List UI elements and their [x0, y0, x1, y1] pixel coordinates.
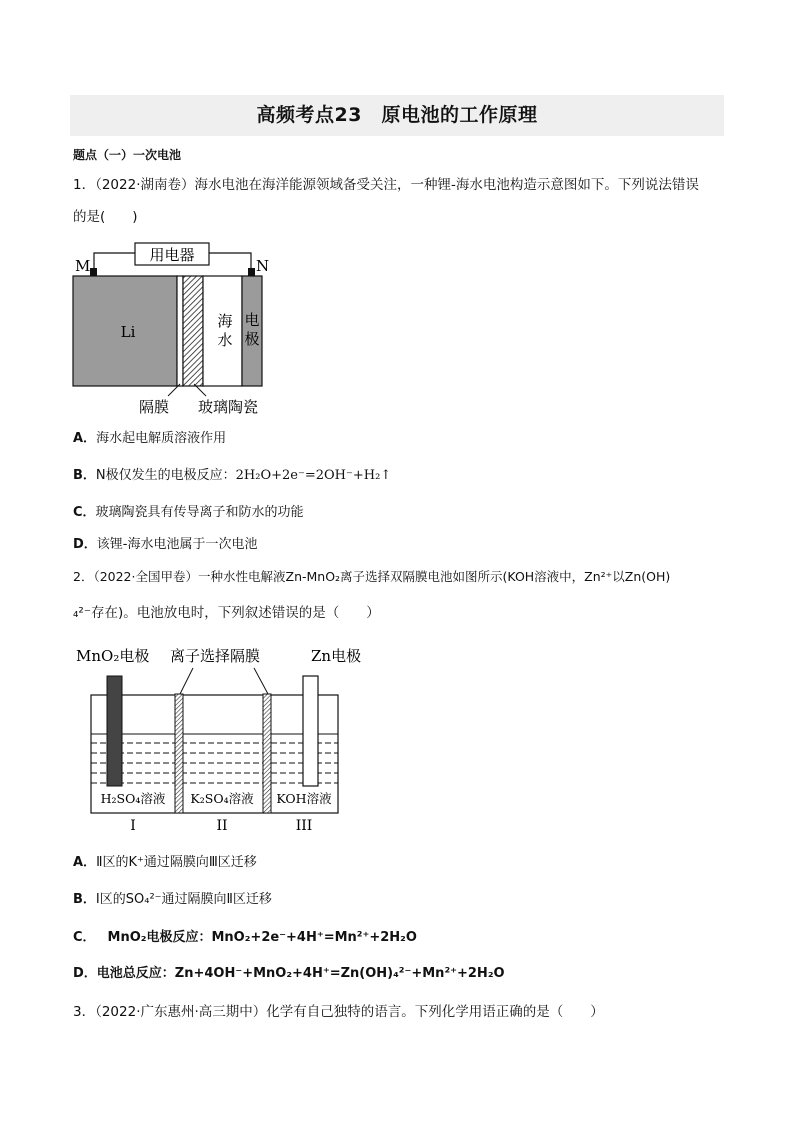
zn-electrode-label: Zn电极 — [311, 647, 362, 665]
q1-option-c: C．玻璃陶瓷具有传导离子和防水的功能 — [73, 505, 304, 520]
seawater-label-2: 水 — [217, 331, 233, 349]
q2-option-c: C． MnO₂电极反应：MnO₂+2e⁻+4H⁺=Mn²⁺+2H₂O — [73, 930, 417, 945]
title-bar — [70, 95, 724, 136]
page-title: 高频考点23 原电池的工作原理 — [256, 104, 538, 126]
membrane-right — [263, 694, 271, 813]
q1-option-a: A．海水起电解质溶液作用 — [73, 431, 227, 446]
question-2-stem: 2．（2022·全国甲卷）一种水性电解液Zn-MnO₂离子选择双隔膜电池如图所示(KOH溶液中，Zn²⁺以Zn(OH) — [73, 569, 671, 584]
question-1-stem-line2: 的是( ) — [73, 209, 138, 225]
question-3-stem: 3．（2022·广东惠州·高三期中）化学有自己独特的语言。下列化学用语正确的是（ ） — [73, 1004, 604, 1020]
h2so4-solution-label: H₂SO₄溶液 — [100, 791, 166, 806]
koh-solution-label: KOH溶液 — [276, 791, 332, 806]
terminal-n-label: N — [256, 257, 270, 275]
k2so4-solution-label: K₂SO₄溶液 — [190, 791, 254, 806]
region-1-label: I — [130, 818, 136, 834]
q2-option-a: A．Ⅱ区的K⁺通过隔膜向Ⅲ区迁移 — [73, 855, 257, 870]
electrode-label-1: 电 — [244, 311, 260, 329]
q1-option-d: D．该锂-海水电池属于一次电池 — [73, 537, 258, 552]
question-source: （2022·湖南卷） — [95, 177, 195, 193]
appliance-label: 用电器 — [149, 246, 195, 264]
seawater-label-1: 海 — [217, 312, 233, 330]
zn-mno2-cell-diagram — [73, 642, 362, 837]
membrane-label: 隔膜 — [138, 398, 170, 416]
question-2-stem-line2: ₄²⁻存在)。电池放电时，下列叙述错误的是（ ） — [73, 605, 380, 621]
mno2-electrode — [107, 676, 122, 786]
q1-option-b: B．N极仅发生的电极反应：2H₂O+2e⁻=2OH⁻+H₂↑ — [73, 468, 392, 483]
terminal-m — [90, 268, 97, 276]
question-1-stem — [73, 175, 733, 195]
terminal-n — [248, 268, 255, 276]
q2-option-d: D．电池总反应：Zn+4OH⁻+MnO₂+4H⁺=Zn(OH)₄²⁻+Mn²⁺+2H₂O — [73, 966, 505, 981]
electrode-label-2: 极 — [244, 330, 260, 348]
lithium-seawater-battery-diagram — [70, 238, 270, 418]
zn-electrode — [303, 676, 318, 786]
question-number: 1． — [73, 177, 96, 193]
glass-ceramic — [183, 276, 203, 386]
question-text: 海水电池在海洋能源领域备受关注，一种锂-海水电池构造示意图如下。下列说法错误 — [194, 177, 699, 193]
region-2-label: II — [216, 818, 228, 834]
membrane-left — [175, 694, 183, 813]
section-heading: 题点（一）一次电池 — [73, 148, 182, 162]
membrane — [177, 276, 183, 386]
ion-membrane-label: 离子选择隔膜 — [170, 647, 261, 665]
mno2-electrode-label: MnO₂电极 — [76, 647, 150, 665]
q2-option-b: B．Ⅰ区的SO₄²⁻通过隔膜向Ⅱ区迁移 — [73, 892, 272, 907]
glass-ceramic-label: 玻璃陶瓷 — [197, 398, 259, 416]
terminal-m-label: M — [75, 257, 91, 275]
lithium-label: Li — [120, 323, 136, 341]
region-3-label: III — [295, 818, 313, 834]
